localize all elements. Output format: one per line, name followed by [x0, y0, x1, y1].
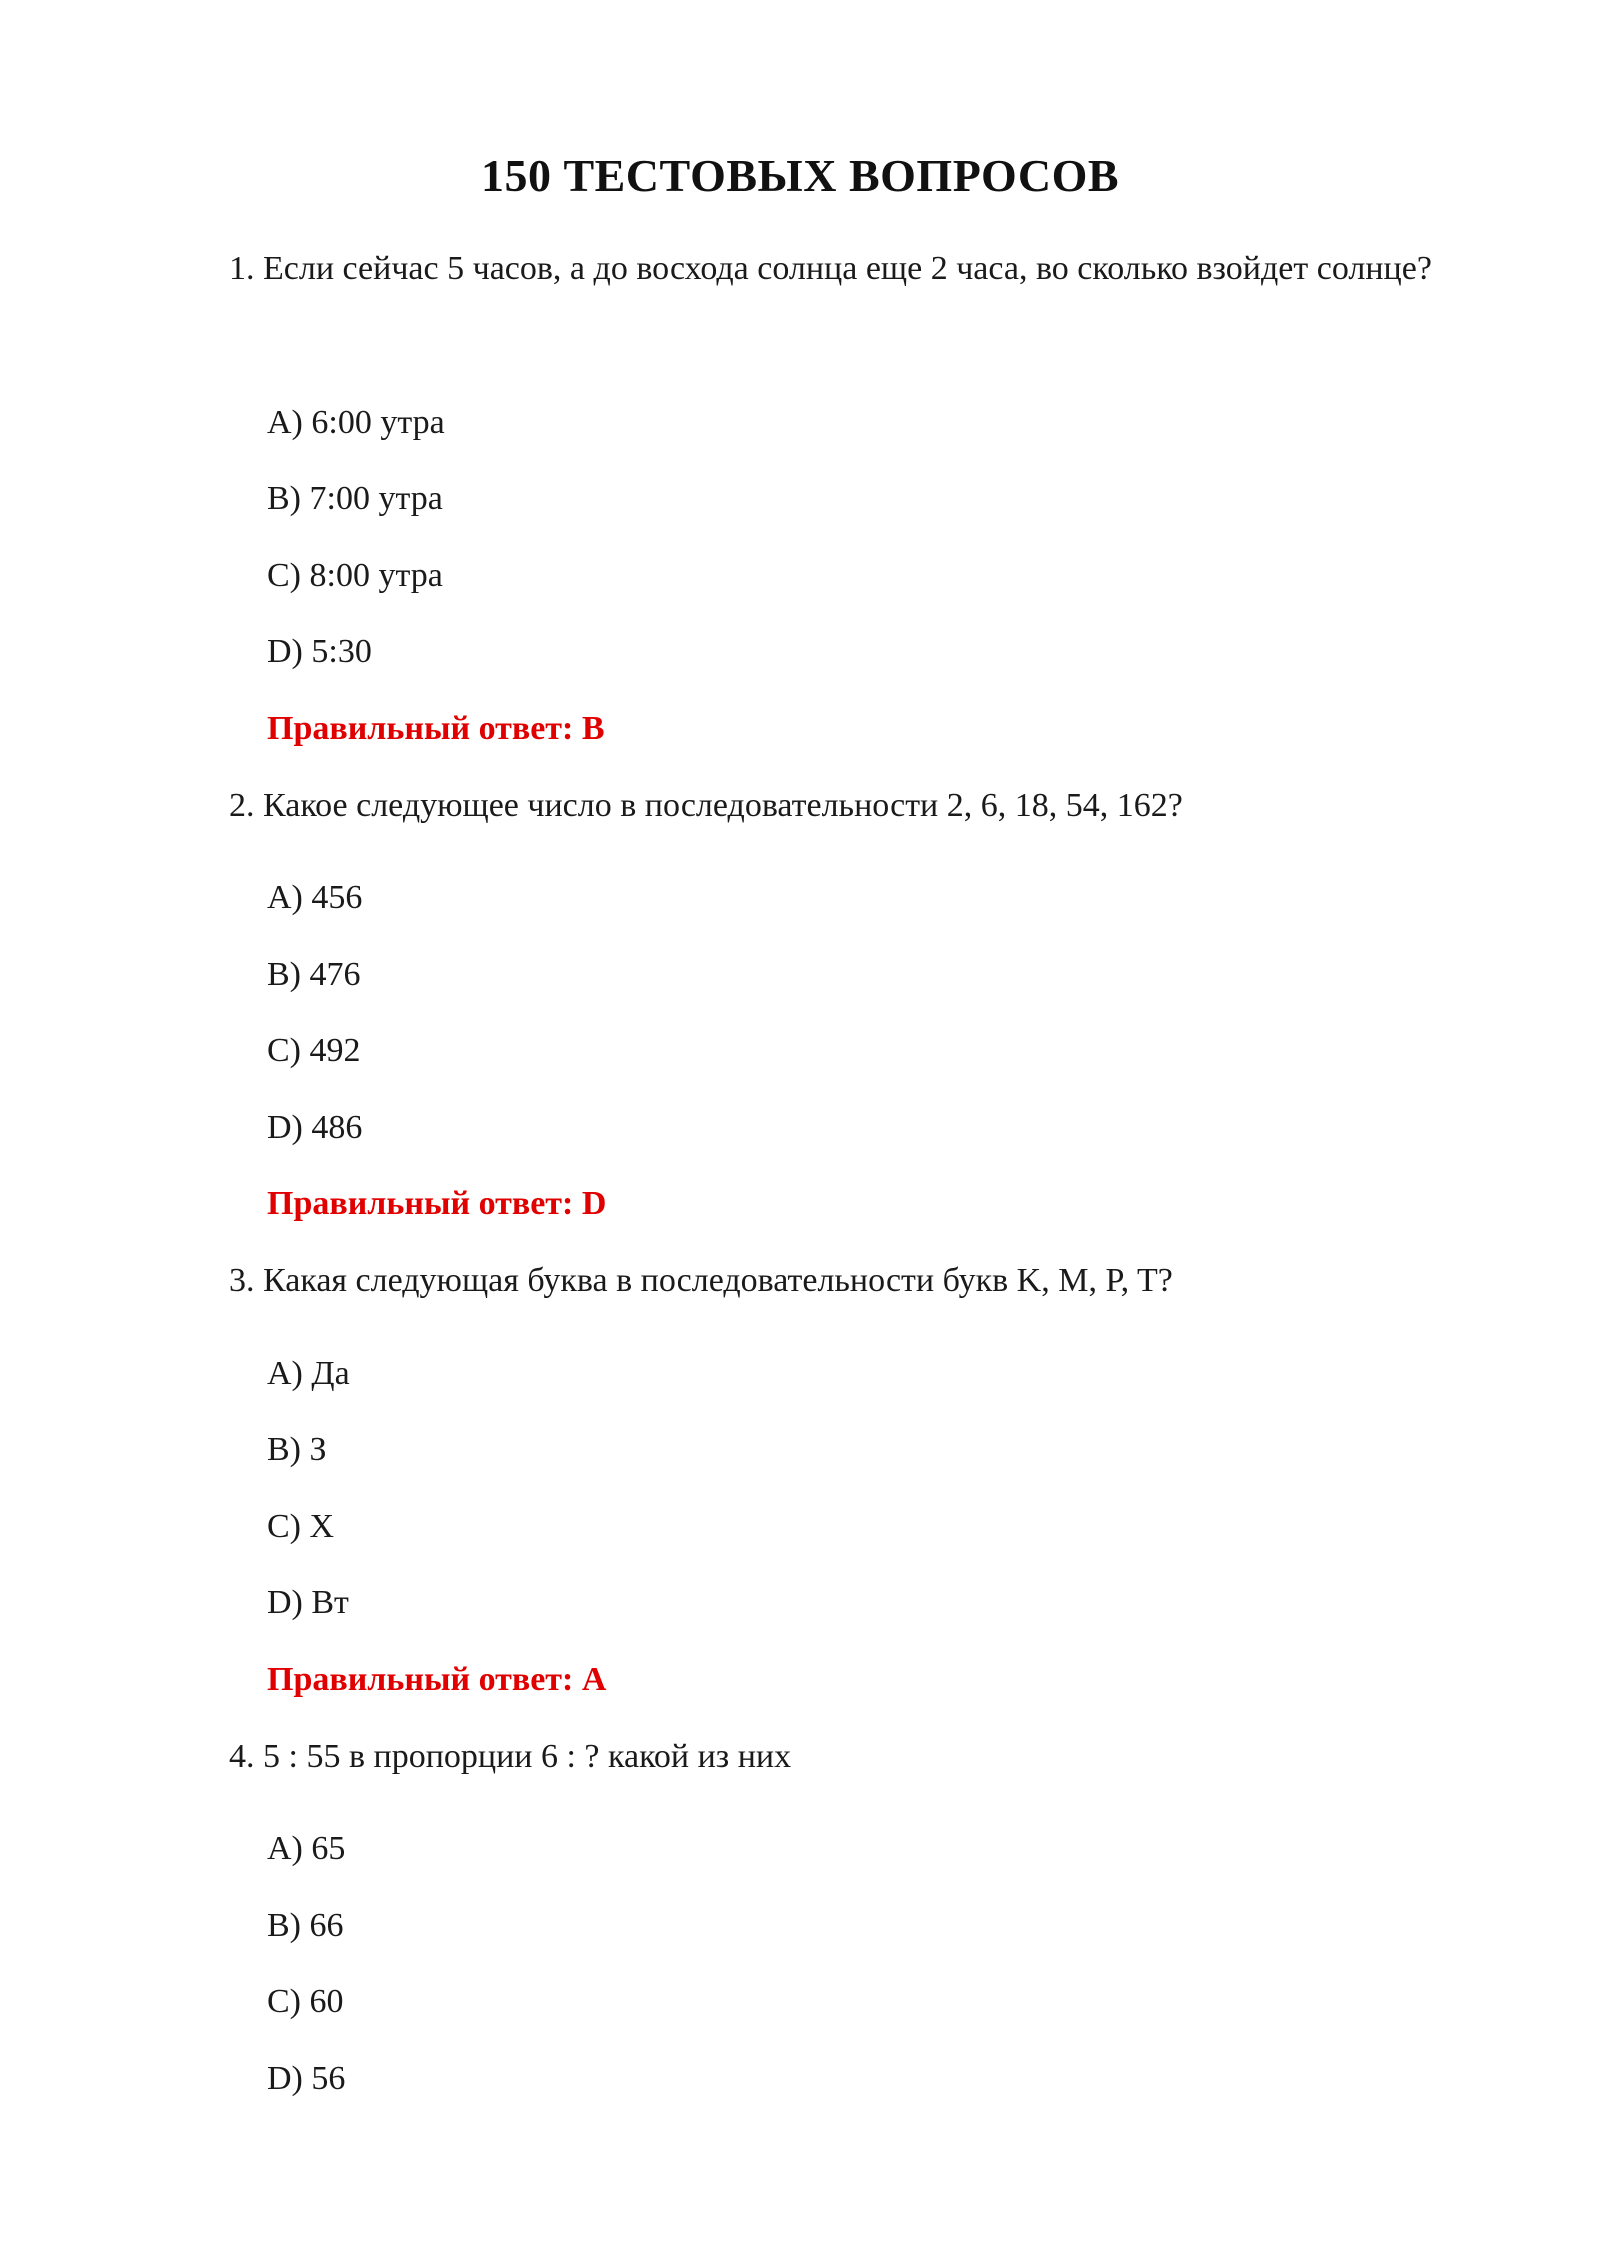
question-1-correct-answer: Правильный ответ: B [267, 710, 605, 747]
question-2-correct-answer: Правильный ответ: D [267, 1185, 607, 1222]
question-2-option-d: D) 486 [267, 1109, 363, 1146]
question-4-option-b: B) 66 [267, 1907, 344, 1944]
question-3-text: 3. Какая следующая буква в последовательности букв K, M, P, T? [229, 1262, 1173, 1299]
question-1-option-b: B) 7:00 утра [267, 480, 443, 517]
question-1-text: 1. Если сейчас 5 часов, а до восхода солнца еще 2 часа, во сколько взойдет солнце? [229, 250, 1432, 287]
question-2-option-b: B) 476 [267, 956, 361, 993]
question-4-option-a: A) 65 [267, 1830, 346, 1867]
question-4-option-c: C) 60 [267, 1983, 344, 2020]
question-3-option-a: A) Да [267, 1355, 350, 1392]
question-4-option-d: D) 56 [267, 2060, 346, 2097]
question-3-option-c: C) X [267, 1508, 335, 1545]
question-3-option-d: D) Вт [267, 1584, 349, 1621]
question-1-option-a: A) 6:00 утра [267, 404, 445, 441]
question-2-option-a: A) 456 [267, 879, 363, 916]
question-3-correct-answer: Правильный ответ: A [267, 1661, 607, 1698]
question-3-option-b: B) З [267, 1431, 327, 1468]
question-1-option-d: D) 5:30 [267, 633, 372, 670]
question-2-text: 2. Какое следующее число в последовательности 2, 6, 18, 54, 162? [229, 787, 1183, 824]
question-1-option-c: C) 8:00 утра [267, 557, 443, 594]
question-4-text: 4. 5 : 55 в пропорции 6 : ? какой из них [229, 1738, 792, 1775]
question-2-option-c: C) 492 [267, 1032, 361, 1069]
document-title: 150 ТЕСТОВЫХ ВОПРОСОВ [480, 150, 1120, 201]
